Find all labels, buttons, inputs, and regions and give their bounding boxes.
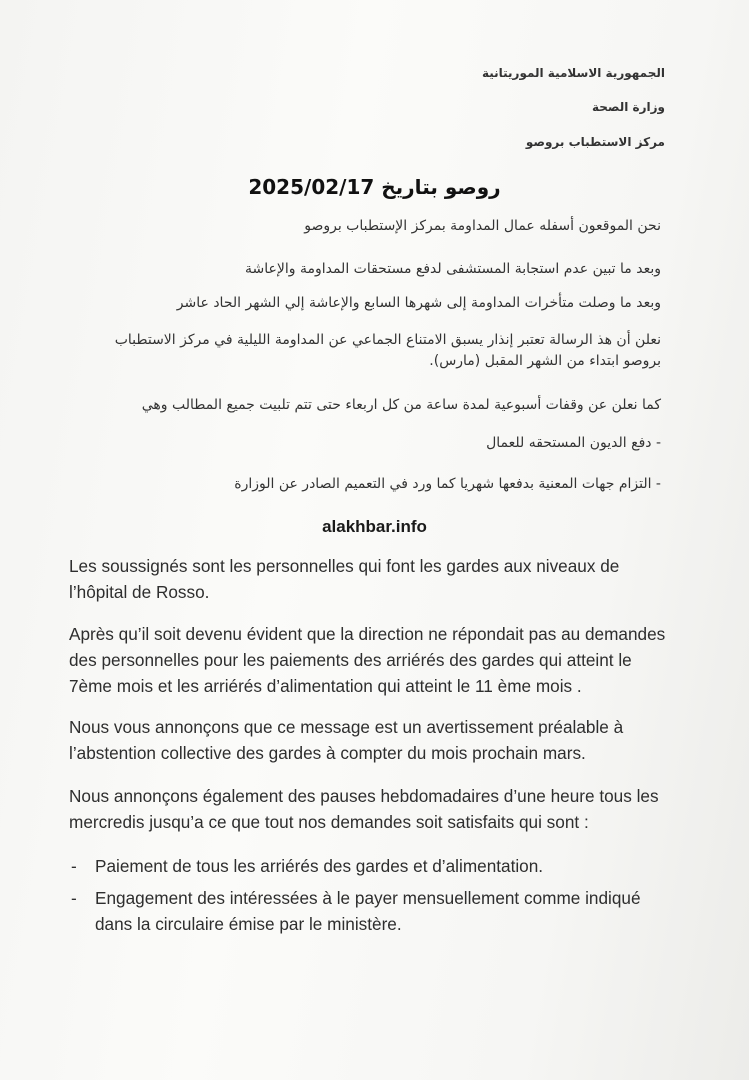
header-center: مركز الاستطباب بروصو [525,135,665,149]
bullet-dash: - [71,856,77,876]
list-item-text: Engagement des intéressées à le payer mensuellement comme indiqué dans la circulaire émise par le ministère. [95,888,641,934]
arabic-paragraph-3: وبعد ما وصلت متأخرات المداومة إلى شهرها السابع والإعاشة إلي الشهر الحاد عاشر [176,295,661,311]
date-line: روصو بتاريخ 2025/02/17 [248,175,501,199]
list-item [69,885,669,937]
arabic-paragraph-2: وبعد ما تبين عدم استجابة المستشفى لدفع مستحقات المداومة والإعاشة [245,261,661,277]
arabic-paragraph-5: كما نعلن عن وقفات أسبوعية لمدة ساعة من كل اربعاء حتى تتم تلبيت جميع المطالب وهي [141,397,661,413]
header-republic: الجمهورية الاسلامية الموريتانية [481,66,665,80]
arabic-paragraph-1: نحن الموقعون أسفله عمال المداومة بمركز الإستطباب بروصو [304,218,661,234]
arabic-bullet-2: - التزام جهات المعنية بدفعها شهريا كما ورد في التعميم الصادر عن الوزارة [234,476,661,492]
header-ministry: وزارة الصحة [591,100,665,114]
french-paragraph-4: Nous annonçons également des pauses hebdomadaires d’une heure tous les mercredis jusqu’a ce que tout nos demandes soit satisfaits qui sont : [69,786,659,832]
list-item [69,853,669,879]
bullet-dash: - [71,888,77,908]
french-paragraph-2: Après qu’il soit devenu évident que la direction ne répondait pas au demandes des personnelles pour les paiements des arriérés des gardes qui atteint le 7ème mois et les arriérés d’alimentation qui atteint le 11 ème mois . [69,624,666,696]
french-demands-list [69,853,669,943]
list-item-text: Paiement de tous les arriérés des gardes et d’alimentation. [95,856,544,876]
watermark: alakhbar.info [322,517,427,536]
arabic-paragraph-4: نعلن أن هذ الرسالة تعتبر إنذار يسبق الامتناع الجماعي عن المداومة الليلية في مركز الاستطباب بروصو ابتداء من الشهر المقبل (مارس). [114,332,661,369]
arabic-bullet-1: - دفع الديون المستحقه للعمال [486,435,661,451]
french-paragraph-1: Les soussignés sont les personnelles qui font les gardes aux niveaux de l’hôpital de Rosso. [69,556,620,602]
french-paragraph-3: Nous vous annonçons que ce message est un avertissement préalable à l’abstention collective des gardes à compter du mois prochain mars. [69,717,624,763]
